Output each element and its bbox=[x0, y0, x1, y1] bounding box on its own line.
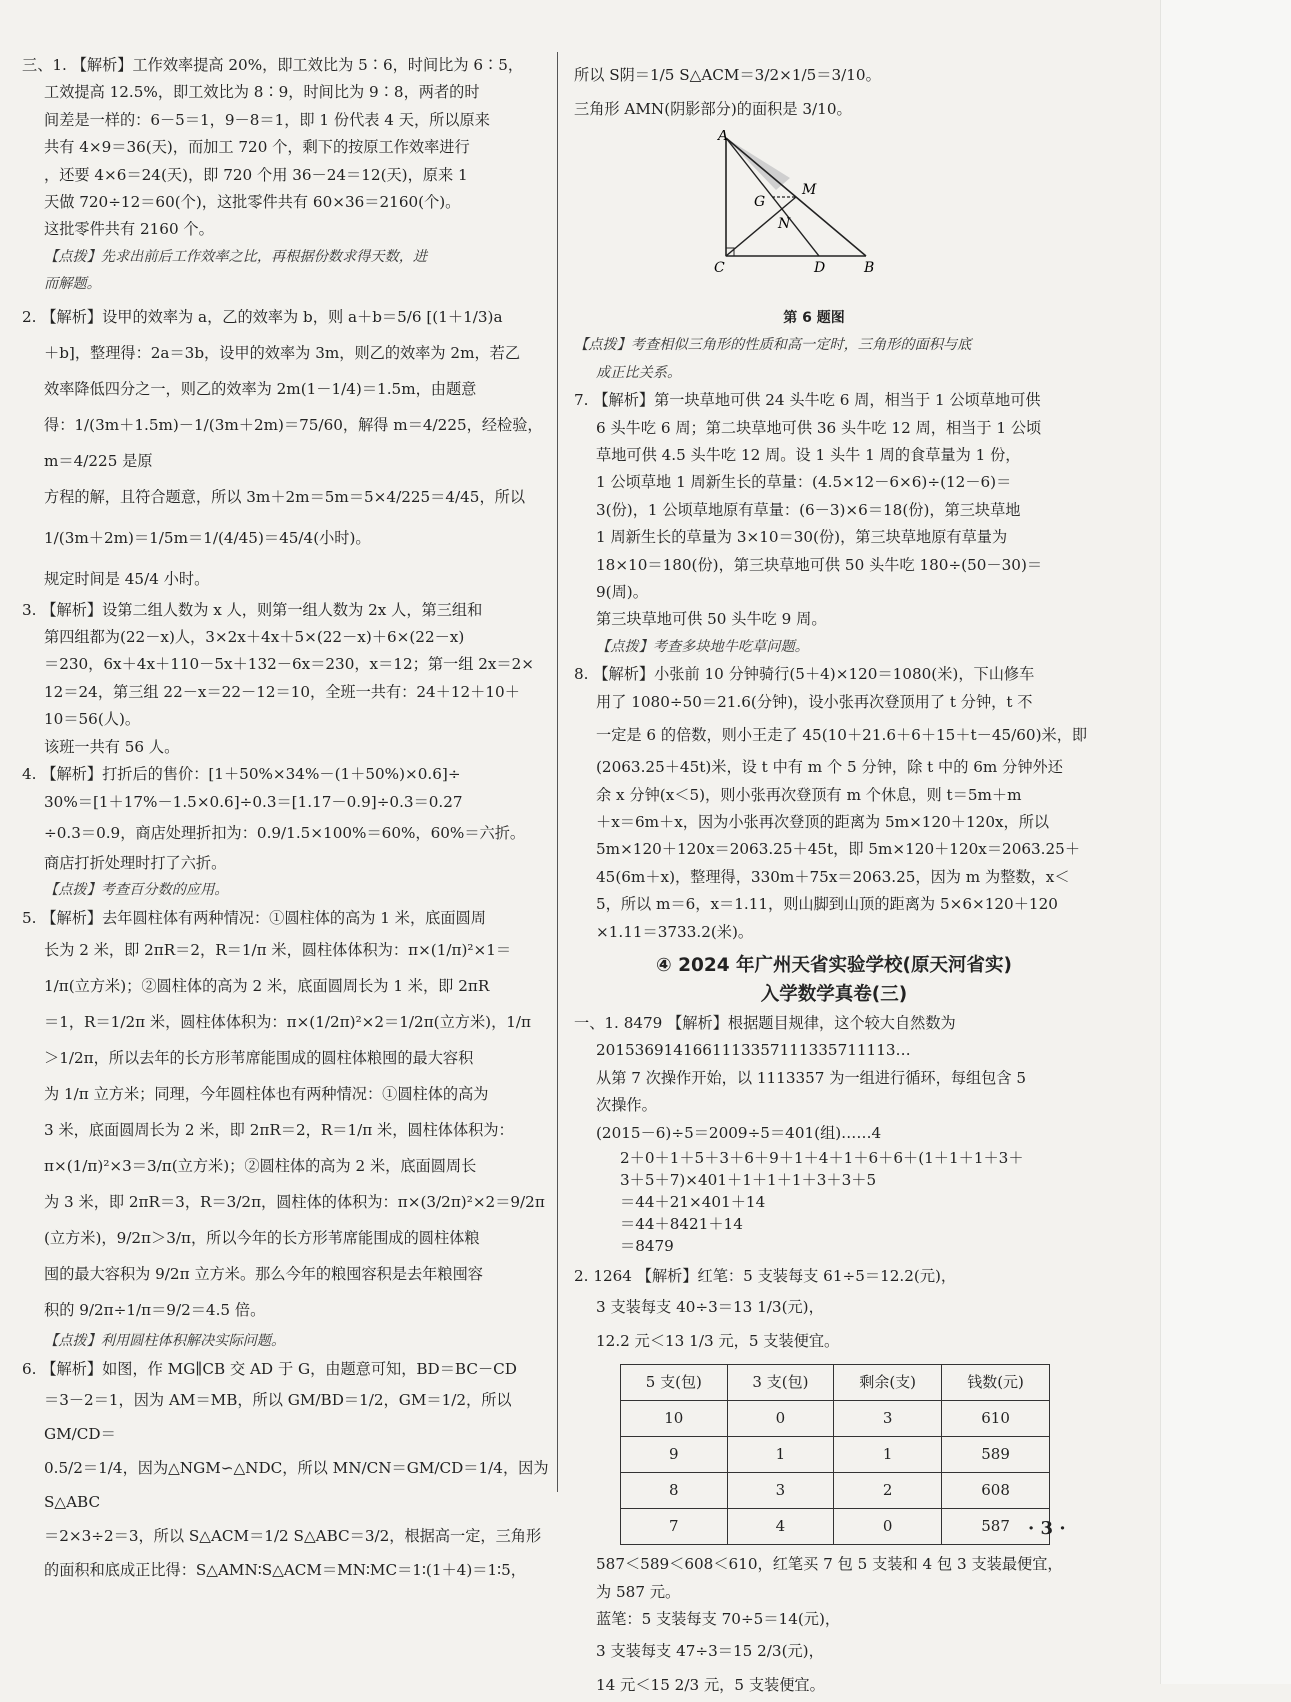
text-line: 为 3 米，即 2πR＝3，R＝3/2π，圆柱体的体积为：π×(3/2π)²×2＝9/2π bbox=[44, 1193, 545, 1212]
label-n: N bbox=[778, 216, 791, 232]
text-line: (2015－6)÷5＝2009÷5＝401(组)……4 bbox=[596, 1123, 882, 1142]
label-g: G bbox=[754, 194, 766, 210]
text-line: 3. 【解析】设第二组人数为 x 人，则第一组人数为 2x 人，第三组和 bbox=[22, 600, 483, 619]
text-line: 从第 7 次操作开始，以 1113357 为一组进行循环，每组包含 5 bbox=[596, 1068, 1027, 1087]
section-title: ④ 2024 年广州天省实验学校(原天河省实) bbox=[656, 954, 1012, 976]
table-cell: 3 bbox=[834, 1401, 942, 1437]
text-line: 三、1. 【解析】工作效率提高 20%，即工效比为 5∶6，时间比为 6∶5， bbox=[22, 56, 524, 74]
column-separator bbox=[557, 52, 558, 1492]
text-line: 1/π(立方米)；②圆柱体的高为 2 米，底面圆周长为 1 米，即 2πR bbox=[44, 977, 490, 996]
table-row bbox=[621, 1473, 1050, 1509]
tip-line: 而解题。 bbox=[44, 276, 101, 293]
text-line: 草地可供 4.5 头牛吃 12 周。设 1 头牛 1 周的食草量为 1 份， bbox=[596, 446, 1021, 465]
calc-line: ＝44＋8421＋14 bbox=[620, 1214, 743, 1233]
table-header: 剩余(支) bbox=[834, 1365, 942, 1401]
text-line: 3 米，底面圆周长为 2 米，即 2πR＝2，R＝1/π 米，圆柱体体积为： bbox=[44, 1121, 514, 1140]
text-line: ，还要 4×6＝24(天)，即 720 个用 36－24＝12(天)，原来 1 bbox=[44, 165, 468, 184]
text-line: 三角形 AMN(阴影部分)的面积是 3/10。 bbox=[574, 100, 852, 118]
text-line: 6. 【解析】如图，作 MG∥CB 交 AD 于 G，由题意可知，BD＝BC－CD bbox=[22, 1359, 517, 1378]
text-line: 得：1/(3m＋1.5m)－1/(3m＋2m)＝75/60，解得 m＝4/225，经检验，m＝4/225 是原 bbox=[44, 415, 543, 470]
text-line: 规定时间是 45/4 小时。 bbox=[44, 569, 210, 588]
table-header: 3 支(包) bbox=[727, 1365, 834, 1401]
page-edge bbox=[1160, 0, 1291, 1684]
label-d: D bbox=[814, 260, 826, 276]
text-line: 0.5/2＝1/4，因为△NGM∽△NDC，所以 MN/CN＝GM/CD＝1/4，因为 S△ABC bbox=[44, 1458, 549, 1511]
text-line: 的面积和底成正比得：S△AMN∶S△ACM＝MN∶MC＝1∶(1＋4)＝1∶5， bbox=[44, 1560, 526, 1579]
text-line: ÷0.3＝0.9，商店处理折扣为：0.9/1.5×100%＝60%，60%＝六折。 bbox=[44, 823, 526, 842]
text-line: 长为 2 米，即 2πR＝2，R＝1/π 米，圆柱体体积为：π×(1/π)²×1＝ bbox=[44, 941, 512, 960]
text-line: 工效提高 12.5%，即工效比为 8∶9，时间比为 9∶8，两者的时 bbox=[44, 83, 480, 102]
table-row bbox=[621, 1509, 1050, 1545]
calc-line: 3＋5＋7)×401＋1＋1＋1＋3＋3＋5 bbox=[620, 1170, 877, 1189]
table-cell: 0 bbox=[834, 1509, 942, 1545]
text-line: 4. 【解析】打折后的售价：[1＋50%×34%－(1＋50%)×0.6]÷ bbox=[22, 765, 461, 784]
text-line: ＞1/2π，所以去年的长方形苇席能围成的圆柱体粮囤的最大容积 bbox=[44, 1049, 474, 1068]
text-line: 蓝笔：5 支装每支 70÷5＝14(元)， bbox=[596, 1610, 841, 1629]
page-number: · 3 · bbox=[1028, 1518, 1066, 1539]
text-line: 3(份)，1 公顷草地原有草量：(6－3)×6＝18(份)，第三块草地 bbox=[596, 500, 1021, 519]
text-line: 10＝56(人)。 bbox=[44, 710, 141, 729]
tip-line: 成正比关系。 bbox=[596, 364, 682, 381]
text-line: 14 元＜15 2/3 元，5 支装便宜。 bbox=[596, 1675, 825, 1694]
text-line: 一定是 6 的倍数，则小王走了 45(10＋21.6＋6＋15＋t－45/60)米，即 bbox=[596, 726, 1088, 745]
price-table bbox=[620, 1364, 1050, 1545]
text-line: 天做 720÷12＝60(个)，这批零件共有 60×36＝2160(个)。 bbox=[44, 193, 461, 212]
text-line: 7. 【解析】第一块草地可供 24 头牛吃 6 周，相当于 1 公顷草地可供 bbox=[574, 391, 1041, 410]
text-line: 18×10＝180(份)，第三块草地可供 50 头牛吃 180÷(50－30)＝ bbox=[596, 555, 1043, 574]
text-line: (2063.25＋45t)米，设 t 中有 m 个 5 分钟，除 t 中的 6m 分钟外还 bbox=[596, 758, 1063, 777]
text-line: 12.2 元＜13 1/3 元，5 支装便宜。 bbox=[596, 1332, 840, 1351]
table-cell: 587 bbox=[942, 1509, 1050, 1545]
text-line: 1 周新生长的草量为 3×10＝30(份)，第三块草地原有草量为 bbox=[596, 528, 1008, 547]
text-line: 余 x 分钟(x＜5)，则小张再次登顶有 m 个休息，则 t＝5m＋m bbox=[596, 785, 1022, 804]
text-line: 5，所以 m＝6，x＝1.11，则山脚到山顶的距离为 5×6×120＋120 bbox=[596, 895, 1058, 914]
text-line: 次操作。 bbox=[596, 1096, 657, 1115]
text-line: π×(1/π)²×3＝3/π(立方米)；②圆柱体的高为 2 米，底面圆周长 bbox=[44, 1157, 477, 1176]
table-cell: 589 bbox=[942, 1437, 1050, 1473]
text-line: 囤的最大容积为 9/2π 立方米。那么今年的粮囤容积是去年粮囤容 bbox=[44, 1265, 483, 1284]
text-line: ＝2×3÷2＝3，所以 S△ACM＝1/2 S△ABC＝3/2，根据高一定，三角形 bbox=[44, 1526, 542, 1545]
text-line: 商店打折处理时打了六折。 bbox=[44, 853, 227, 872]
tip-line: 【点拨】考查百分数的应用。 bbox=[44, 882, 229, 899]
calc-line: ＝44＋21×401＋14 bbox=[620, 1192, 766, 1211]
tip-line: 【点拨】先求出前后工作效率之比，再根据份数求得天数，进 bbox=[44, 248, 428, 265]
table-cell: 10 bbox=[621, 1401, 728, 1437]
calc-line: 2＋0＋1＋5＋3＋6＋9＋1＋4＋1＋6＋6＋(1＋1＋1＋3＋ bbox=[620, 1148, 1024, 1167]
label-c: C bbox=[714, 260, 725, 276]
text-line: ＋x＝6m＋x，因为小张再次登顶的距离为 5m×120＋120x，所以 bbox=[596, 812, 1050, 831]
table-cell: 1 bbox=[834, 1437, 942, 1473]
section-subtitle: 入学数学真卷(三) bbox=[760, 983, 908, 1005]
calc-line: ＝8479 bbox=[620, 1236, 674, 1255]
text-line: 2. 【解析】设甲的效率为 a，乙的效率为 b，则 a＋b＝5/6 [(1＋1/3)a bbox=[22, 307, 503, 326]
text-line: 共有 4×9＝36(天)，而加工 720 个，剩下的按原工作效率进行 bbox=[44, 138, 470, 157]
table-header-row bbox=[621, 1365, 1050, 1401]
text-line: ＋b]，整理得：2a＝3b，设甲的效率为 3m，则乙的效率为 2m，若乙 bbox=[44, 343, 521, 362]
figure-caption: 第 6 题图 bbox=[783, 310, 845, 326]
text-line: ×1.11＝3733.2(米)。 bbox=[596, 922, 754, 941]
text-line: 积的 9/2π÷1/π＝9/2＝4.5 倍。 bbox=[44, 1301, 266, 1320]
text-line: 用了 1080÷50＝21.6(分钟)，设小张再次登顶用了 t 分钟，t 不 bbox=[596, 692, 1033, 711]
table-row bbox=[621, 1401, 1050, 1437]
text-line: 第三块草地可供 50 头牛吃 9 周。 bbox=[596, 610, 827, 629]
tip-line: 【点拨】考查相似三角形的性质和高一定时，三角形的面积与底 bbox=[574, 337, 972, 354]
text-line: 5m×120＋120x＝2063.25＋45t，即 5m×120＋120x＝2063.25＋ bbox=[596, 840, 1081, 859]
text-line: 所以 S阴＝1/5 S△ACM＝3/2×1/5＝3/10。 bbox=[574, 66, 881, 84]
text-line: 45(6m＋x)，整理得，330m＋75x＝2063.25，因为 m 为整数，x＜ bbox=[596, 867, 1070, 886]
text-line: 这批零件共有 2160 个。 bbox=[44, 220, 214, 239]
text-line: 8. 【解析】小张前 10 分钟骑行(5＋4)×120＝1080(米)，下山修车 bbox=[574, 665, 1035, 684]
text-line: 该班一共有 56 人。 bbox=[44, 737, 180, 756]
text-line: 1/(3m＋2m)＝1/5m＝1/(4/45)＝45/4(小时)。 bbox=[44, 528, 371, 547]
text-line: 3 支装每支 40÷3＝13 1/3(元)， bbox=[596, 1298, 824, 1317]
table-cell: 8 bbox=[621, 1473, 728, 1509]
text-line: ＝3－2＝1，因为 AM＝MB，所以 GM/BD＝1/2，GM＝1/2，所以 GM/CD＝ bbox=[44, 1390, 512, 1443]
table-cell: 4 bbox=[727, 1509, 834, 1545]
text-line: 1 公顷草地 1 周新生长的草量：(4.5×12－6×6)÷(12－6)＝ bbox=[596, 473, 1012, 492]
table-header: 5 支(包) bbox=[621, 1365, 728, 1401]
text-line: 2015369141661113357111335711113… bbox=[596, 1041, 911, 1060]
table-cell: 610 bbox=[942, 1401, 1050, 1437]
text-line: 30%＝[1＋17%－1.5×0.6]÷0.3＝[1.17－0.9]÷0.3＝0.27 bbox=[44, 792, 463, 811]
table-cell: 9 bbox=[621, 1437, 728, 1473]
table-cell: 1 bbox=[727, 1437, 834, 1473]
table-cell: 0 bbox=[727, 1401, 834, 1437]
left-column bbox=[22, 52, 550, 1587]
text-line: 2. 1264 【解析】红笔：5 支装每支 61÷5＝12.2(元)， bbox=[574, 1266, 957, 1285]
table-cell: 7 bbox=[621, 1509, 728, 1545]
triangle-diagram bbox=[714, 130, 974, 280]
tip-line: 【点拨】考查多块地牛吃草问题。 bbox=[596, 638, 809, 655]
label-m: M bbox=[802, 182, 817, 198]
text-line: ＝1，R＝1/2π 米，圆柱体体积为：π×(1/2π)²×2＝1/2π(立方米)，1/π bbox=[44, 1013, 532, 1032]
text-line: 为 587 元。 bbox=[596, 1582, 681, 1601]
text-line: ＝230，6x＋4x＋110－5x＋132－6x＝230，x＝12；第一组 2x＝2× bbox=[44, 655, 535, 674]
text-line: 9(周)。 bbox=[596, 583, 648, 602]
text-line: 方程的解，且符合题意，所以 3m＋2m＝5m＝5×4/225＝4/45，所以 bbox=[44, 487, 526, 506]
text-line: 3 支装每支 47÷3＝15 2/3(元)， bbox=[596, 1641, 824, 1660]
table-header: 钱数(元) bbox=[942, 1365, 1050, 1401]
text-line: 5. 【解析】去年圆柱体有两种情况：①圆柱体的高为 1 米，底面圆周 bbox=[22, 908, 486, 927]
table-row bbox=[621, 1437, 1050, 1473]
label-a: A bbox=[718, 130, 729, 144]
right-column bbox=[574, 58, 1094, 1702]
text-line: 一、1. 8479 【解析】根据题目规律，这个较大自然数为 bbox=[574, 1013, 956, 1032]
text-line: (立方米)，9/2π＞3/π，所以今年的长方形苇席能围成的圆柱体粮 bbox=[44, 1229, 480, 1248]
text-line: 12＝24，第三组 22－x＝22－12＝10，全班一共有：24＋12＋10＋ bbox=[44, 682, 520, 701]
triangle-figure bbox=[574, 130, 1094, 305]
text-line: 为 1/π 立方米；同理，今年圆柱体也有两种情况：①圆柱体的高为 bbox=[44, 1085, 489, 1104]
text-line: 间差是一样的：6－5＝1，9－8＝1，即 1 份代表 4 天，所以原来 bbox=[44, 110, 490, 129]
text-line: 587＜589＜608＜610，红笔买 7 包 5 支装和 4 包 3 支装最便宜， bbox=[596, 1555, 1063, 1574]
table-cell: 2 bbox=[834, 1473, 942, 1509]
text-line: 效率降低四分之一，则乙的效率为 2m(1－1/4)＝1.5m，由题意 bbox=[44, 379, 477, 398]
label-b: B bbox=[864, 260, 875, 276]
text-line: 第四组都为(22－x)人，3×2x＋4x＋5×(22－x)＋6×(22－x) bbox=[44, 628, 465, 647]
text-line: 6 头牛吃 6 周；第二块草地可供 36 头牛吃 12 周，相当于 1 公顷 bbox=[596, 418, 1042, 437]
table-cell: 3 bbox=[727, 1473, 834, 1509]
table-cell: 608 bbox=[942, 1473, 1050, 1509]
tip-line: 【点拨】利用圆柱体积解决实际问题。 bbox=[44, 1333, 286, 1350]
